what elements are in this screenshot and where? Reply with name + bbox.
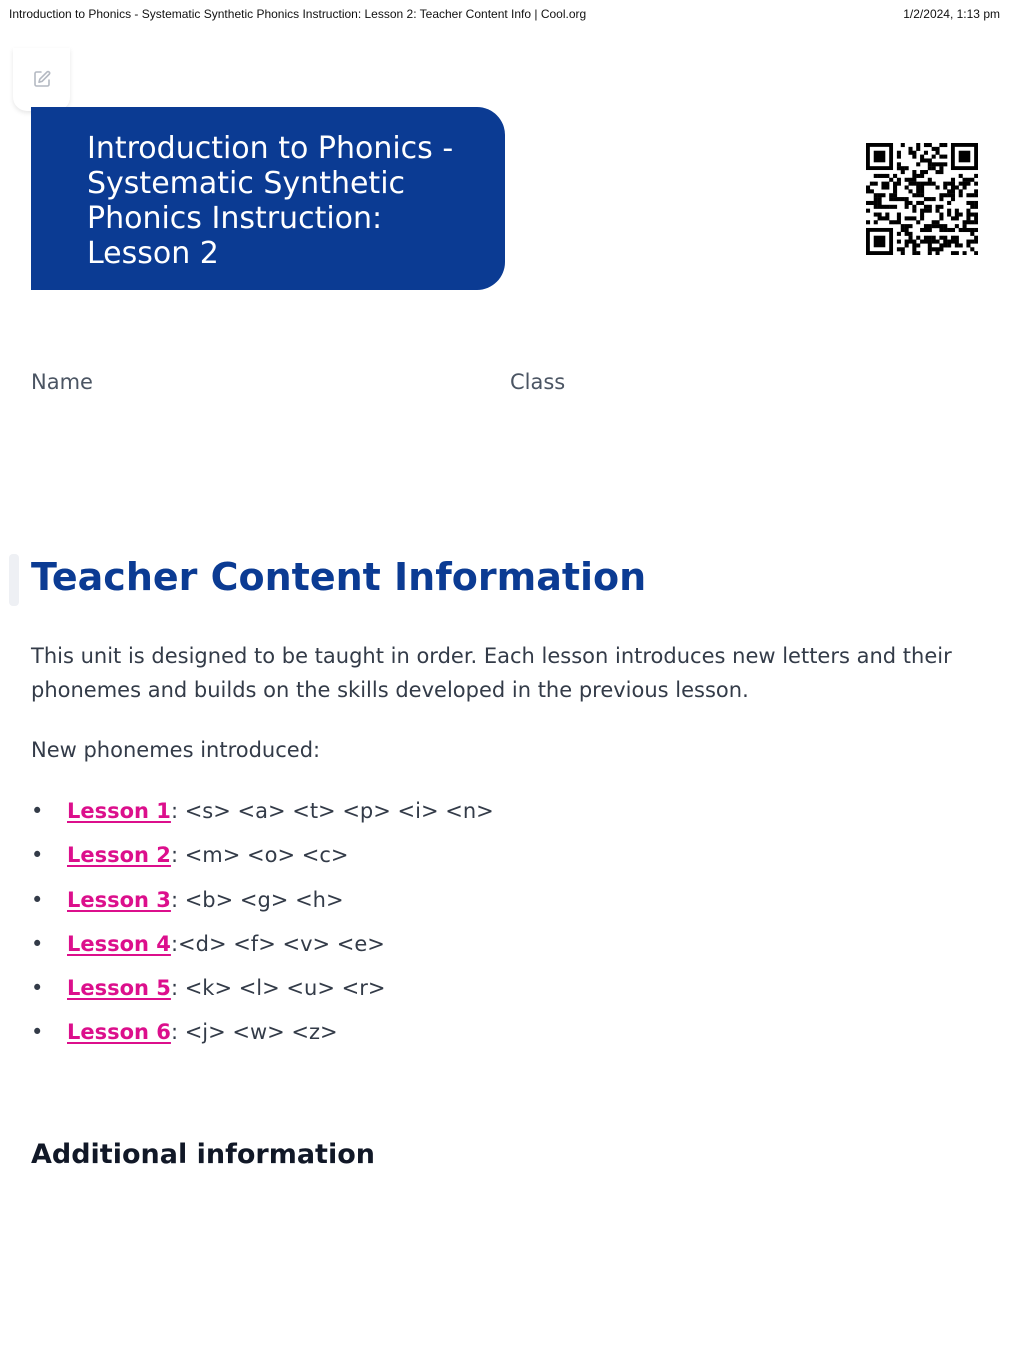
lesson-2-link[interactable]: Lesson 2 [67,843,171,868]
list-item [31,971,494,1015]
list-item [31,927,494,971]
bullet-icon: • [31,931,44,956]
bullet-icon: • [31,799,44,823]
edit-button[interactable] [13,48,70,111]
lesson-4-link[interactable]: Lesson 4 [67,931,171,956]
lesson-list [31,794,494,1060]
list-item [31,1015,494,1059]
lesson-phonemes: : <b> <g> <h> [170,887,344,912]
lesson-phonemes: : <s> <a> <t> <p> <i> <n> [170,799,494,823]
title-banner [31,107,505,290]
edit-pencil-icon [32,69,52,89]
lesson-1-link[interactable]: Lesson 1 [67,799,171,823]
bullet-icon: • [31,976,44,1001]
page-title: Introduction to Phonics - Systematic Synthetic Phonics Instruction: Lesson 2 [87,131,454,271]
print-header-date: 1/2/2024, 1:13 pm [903,7,1000,21]
lesson-phonemes: :<d> <f> <v> <e> [170,931,385,956]
class-label: Class [510,370,566,394]
intro-paragraph: This unit is designed to be taught in order. Each lesson introduces new letters and their phonemes and builds on the skills developed in the previous lesson. [31,644,952,702]
lesson-5-link[interactable]: Lesson 5 [67,976,171,1001]
lesson-phonemes: : <k> <l> <u> <r> [170,976,386,1001]
lesson-phonemes: : <m> <o> <c> [170,843,349,868]
name-label: Name [31,370,93,394]
bullet-icon: • [31,1020,44,1045]
lesson-3-link[interactable]: Lesson 3 [67,887,171,912]
print-header-title: Introduction to Phonics - Systematic Synthetic Phonics Instruction: Lesson 2: Teacher Content Info | Cool.org [9,7,587,21]
additional-info-heading: Additional information [31,1139,375,1170]
new-phonemes-label: New phonemes introduced: [31,738,321,762]
lesson-phonemes: : <j> <w> <z> [170,1020,338,1045]
section-heading: Teacher Content Information [31,555,647,599]
list-item [31,883,494,927]
section-marker [9,554,19,606]
list-item [31,794,494,838]
qr-code [866,143,978,255]
list-item [31,838,494,882]
bullet-icon: • [31,887,44,912]
lesson-6-link[interactable]: Lesson 6 [67,1020,171,1045]
bullet-icon: • [31,843,44,868]
